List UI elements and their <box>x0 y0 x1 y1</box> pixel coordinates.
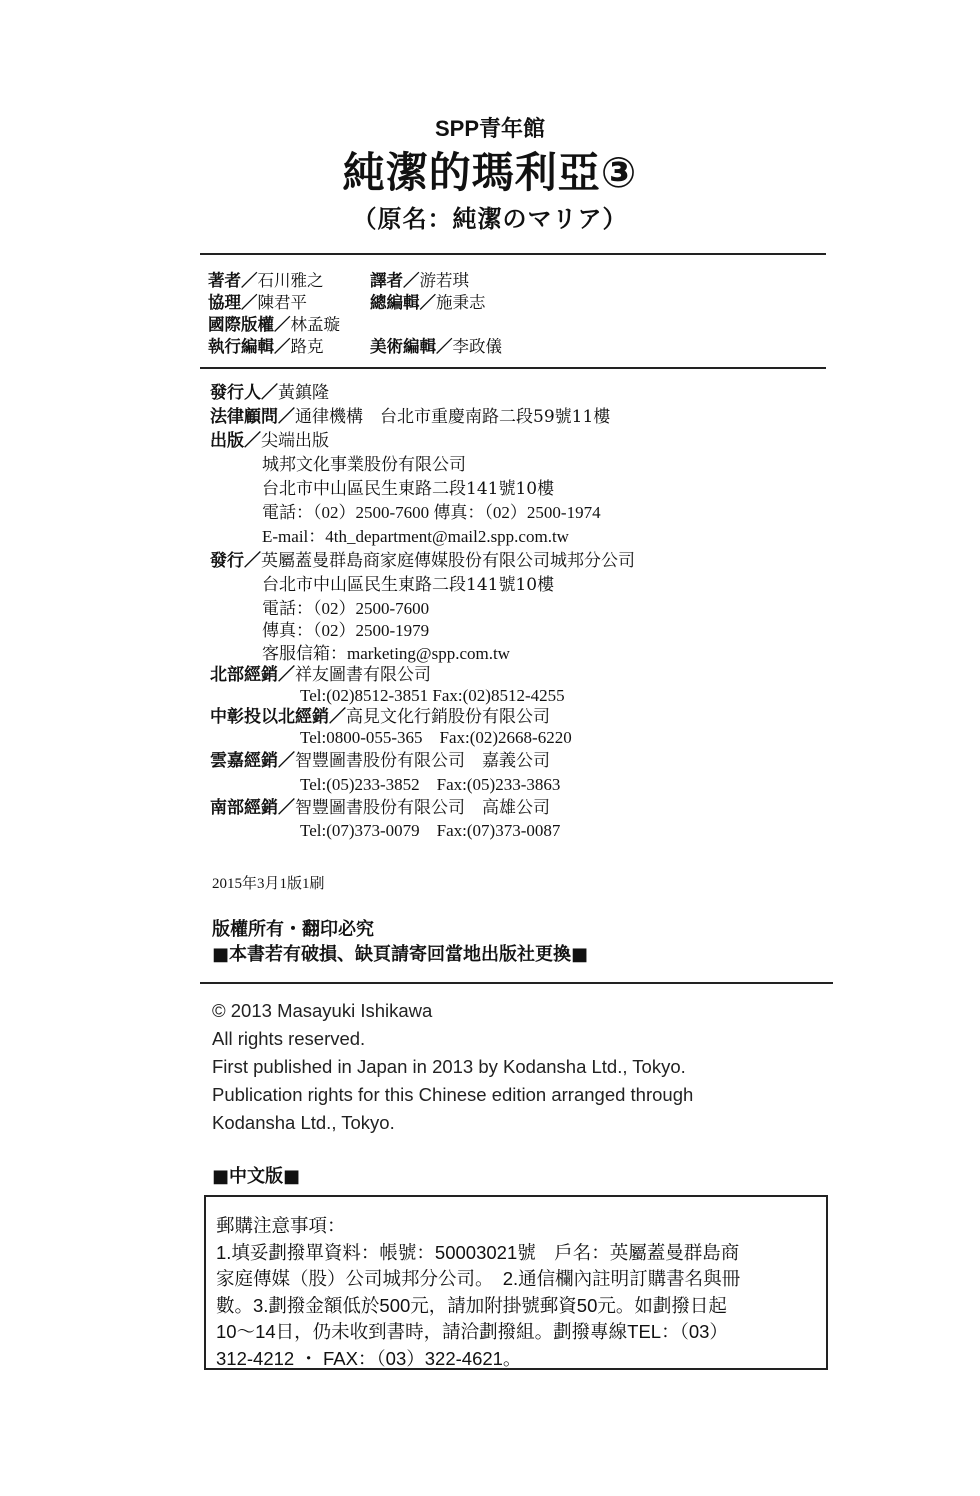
divider-bottom <box>200 982 833 984</box>
series-name: SPP青年館 <box>434 116 546 141</box>
chinese-edition-label: ■中文版■ <box>212 1166 301 1187</box>
credit-chief-editor: 總編輯／施秉志 <box>370 293 486 312</box>
publisher-email: E-mail：4th_department@mail2.spp.com.tw <box>262 527 569 546</box>
regional-central-contact: Tel:0800-055-365 Fax:(02)2668-6220 <box>300 728 572 747</box>
original-title: （原名：純潔のマリア） <box>352 205 628 233</box>
distributor-email: 客服信箱：marketing@spp.com.tw <box>262 644 510 663</box>
copyright-notice: 版權所有・翻印必究 <box>212 919 374 940</box>
regional-north-contact: Tel:(02)8512-3851 Fax:(02)8512-4255 <box>300 686 565 705</box>
credit-art-editor: 美術編輯／李政儀 <box>370 337 502 356</box>
regional-yunchia-contact: Tel:(05)233-3852 Fax:(05)233-3863 <box>300 775 561 794</box>
distributor-address: 台北市中山區民生東路二段141號10樓 <box>262 575 555 595</box>
issuer-line: 發行人／黃鎮隆 <box>210 383 329 403</box>
mail-order-box <box>204 1195 828 1370</box>
regional-yunchia: 雲嘉經銷／智豐圖書股份有限公司 嘉義公司 <box>210 751 550 771</box>
regional-central: 中彰投以北經銷／高見文化行銷股份有限公司 <box>210 707 550 727</box>
mail-order-line-1: 1.填妥劃撥單資料：帳號：50003021號 戶名：英屬蓋曼群島商 <box>216 1241 740 1263</box>
mail-order-line-4: 10～14日，仍未收到書時，請洽劃撥組。劃撥專線TEL：（03） <box>216 1321 728 1342</box>
credit-author: 著者／石川雅之 <box>208 271 324 290</box>
mail-order-line-3: 數。3.劃撥金額低於500元，請加附掛號郵資50元。如劃撥日起 <box>216 1294 727 1316</box>
first-published-line: First published in Japan in 2013 by Kodansha Ltd., Tokyo. <box>212 1056 686 1077</box>
edition-date: 2015年3月1版1刷 <box>212 876 325 892</box>
credit-executive-editor: 執行編輯／路克 <box>208 337 324 356</box>
replacement-notice: ■本書若有破損、缺頁請寄回當地出版社更換■ <box>212 944 589 965</box>
credit-translator: 譯者／游若琪 <box>370 271 469 290</box>
distributor-line: 發行／英屬蓋曼群島商家庭傳媒股份有限公司城邦分公司 <box>210 551 635 571</box>
rights-reserved-line: All rights reserved. <box>212 1028 366 1049</box>
regional-north: 北部經銷／祥友圖書有限公司 <box>210 665 431 685</box>
publisher-company: 城邦文化事業股份有限公司 <box>262 455 466 475</box>
kodansha-line: Kodansha Ltd., Tokyo. <box>212 1112 395 1133</box>
mail-order-text <box>216 1213 740 1372</box>
regional-south-contact: Tel:(07)373-0079 Fax:(07)373-0087 <box>300 821 561 840</box>
copyright-line: © 2013 Masayuki Ishikawa <box>212 1000 433 1021</box>
publisher-phone-fax: 電話：（02）2500-7600 傳真：（02）2500-1974 <box>262 503 601 522</box>
mail-order-line-5: 312-4212 ・ FAX：（03）322-4621。 <box>216 1347 522 1369</box>
distributor-phone: 電話：（02）2500-7600 <box>262 599 430 618</box>
regional-south: 南部經銷／智豐圖書股份有限公司 高雄公司 <box>210 798 550 818</box>
book-title: 純潔的瑪利亞③ <box>342 148 638 197</box>
divider-top <box>200 253 826 255</box>
mail-order-title: 郵購注意事項： <box>216 1215 346 1236</box>
credit-international-rights: 國際版權／林孟璇 <box>208 315 340 334</box>
publisher-line: 出版／尖端出版 <box>210 431 329 451</box>
publication-rights-line: Publication rights for this Chinese edition arranged through <box>212 1084 694 1105</box>
credit-assistant-manager: 協理／陳君平 <box>208 293 307 312</box>
distributor-fax: 傳真：（02）2500-1979 <box>262 621 430 640</box>
mail-order-line-2: 家庭傳媒（股）公司城邦分公司。 2.通信欄內註明訂購書名與冊 <box>216 1268 741 1289</box>
divider-middle <box>200 367 826 369</box>
legal-line: 法律顧問／通律機構 台北市重慶南路二段59號11樓 <box>210 407 611 427</box>
publisher-address: 台北市中山區民生東路二段141號10樓 <box>262 479 555 499</box>
